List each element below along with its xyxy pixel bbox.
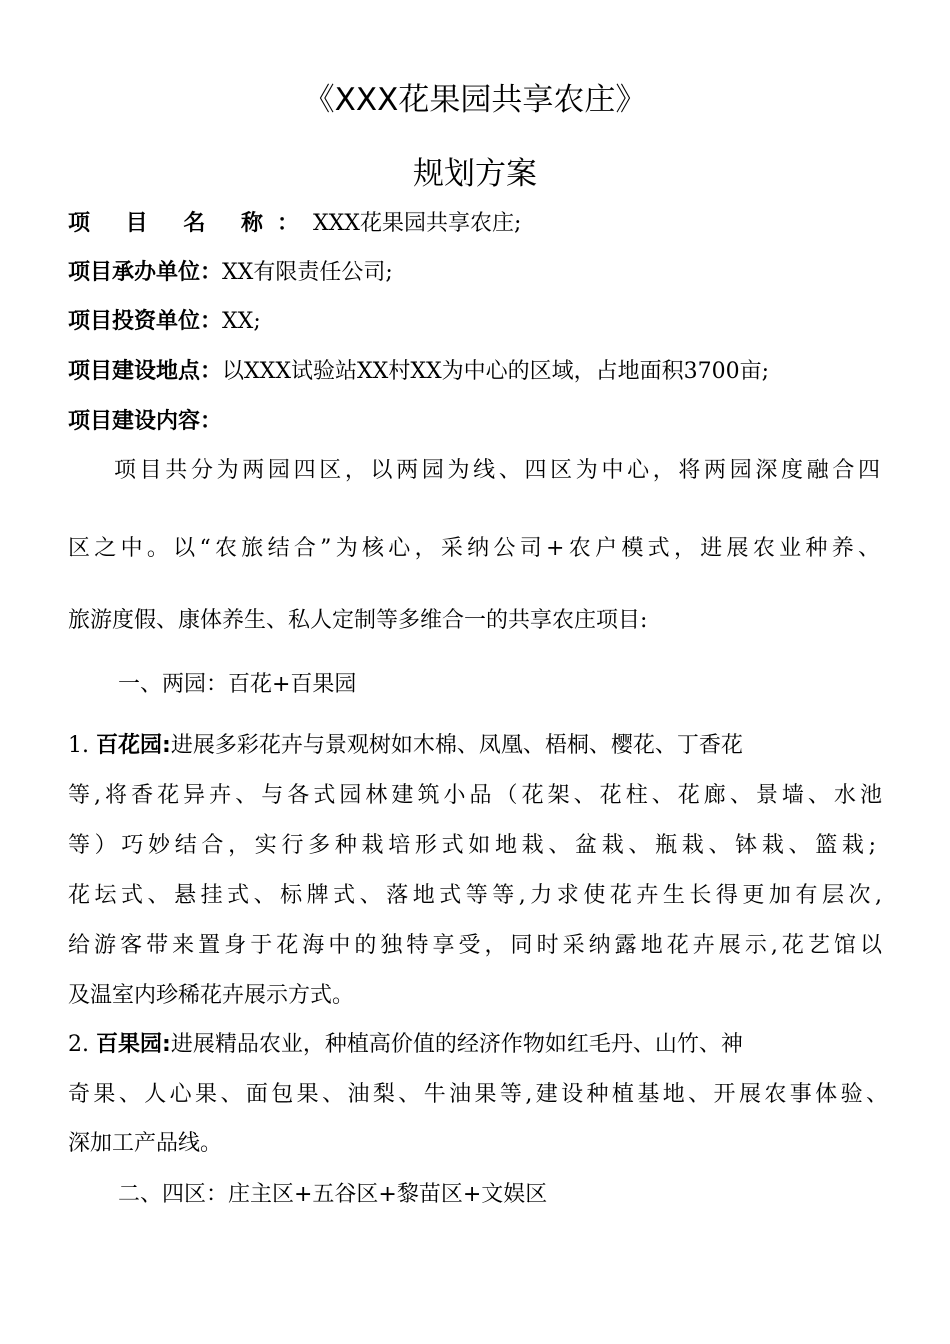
field-value: 以XXX试验站XX村XX为中心的区域，占地面积3700亩; bbox=[222, 359, 770, 384]
item-text: 进展精品农业，种植高价值的经济作物如红毛丹、山竹、神 bbox=[170, 1032, 743, 1057]
field-content bbox=[68, 407, 888, 437]
paragraph-line: 奇果、人心果、面包果、油梨、牛油果等,建设种植基地、开展农事体验、 bbox=[68, 1082, 888, 1107]
paragraph-line: 给游客带来置身于花海中的独特享受，同时采纳露地花卉展示,花艺馆以 bbox=[68, 933, 882, 958]
field-label: 项目投资单位： bbox=[68, 309, 223, 334]
item-baihuayuan bbox=[68, 731, 882, 761]
item-number: 1. bbox=[68, 733, 89, 758]
item-number: 2. bbox=[68, 1032, 89, 1057]
field-contractor bbox=[68, 258, 888, 288]
paragraph-line: 等）巧妙结合，实行多种栽培形式如地栽、盆栽、瓶栽、钵栽、篮栽; bbox=[68, 833, 876, 858]
field-label: 项目承办单位： bbox=[68, 260, 223, 285]
field-project-name bbox=[68, 209, 888, 239]
field-value: XX; bbox=[222, 309, 261, 334]
field-label: 项目建设地点： bbox=[68, 359, 223, 384]
field-investor bbox=[68, 307, 888, 337]
field-value: XXX花果园共享农庄; bbox=[312, 211, 522, 236]
document-subtitle: 规划方案 bbox=[413, 156, 537, 192]
field-label: 项 目 名 称： bbox=[68, 211, 313, 236]
item-label: 百花园: bbox=[96, 733, 171, 758]
paragraph-line: 等,将香花异卉、与各式园林建筑小品（花架、花柱、花廊、景墙、水池 bbox=[68, 783, 882, 808]
field-location bbox=[68, 357, 888, 387]
document-title: 《XXX花果园共享农庄》 bbox=[303, 82, 647, 118]
paragraph-line: 花坛式、悬挂式、标牌式、落地式等等,力求使花卉生长得更加有层次, bbox=[68, 883, 882, 908]
item-baiguoyuan bbox=[68, 1030, 882, 1060]
intro-line: 旅游度假、康体养生、私人定制等多维合一的共享农庄项目: bbox=[68, 608, 648, 633]
intro-line: 区之中。以“农旅结合”为核心，采纳公司+农户模式，进展农业种养、 bbox=[68, 536, 880, 561]
intro-line: 项目共分为两园四区，以两园为线、四区为中心，将两园深度融合四 bbox=[114, 458, 880, 483]
section-heading: 二、四区：庄主区+五谷区+黎苗区+文娱区 bbox=[118, 1182, 548, 1207]
paragraph-line: 深加工产品线。 bbox=[68, 1131, 223, 1156]
section-heading: 一、两园：百花+百果园 bbox=[118, 672, 357, 697]
item-label: 百果园: bbox=[96, 1032, 171, 1057]
paragraph-line: 及温室内珍稀花卉展示方式。 bbox=[68, 983, 355, 1008]
item-text: 进展多彩花卉与景观树如木棉、凤凰、梧桐、樱花、丁香花 bbox=[170, 733, 743, 758]
field-value: XX有限责任公司; bbox=[222, 260, 393, 285]
field-label: 项目建设内容： bbox=[68, 409, 223, 434]
